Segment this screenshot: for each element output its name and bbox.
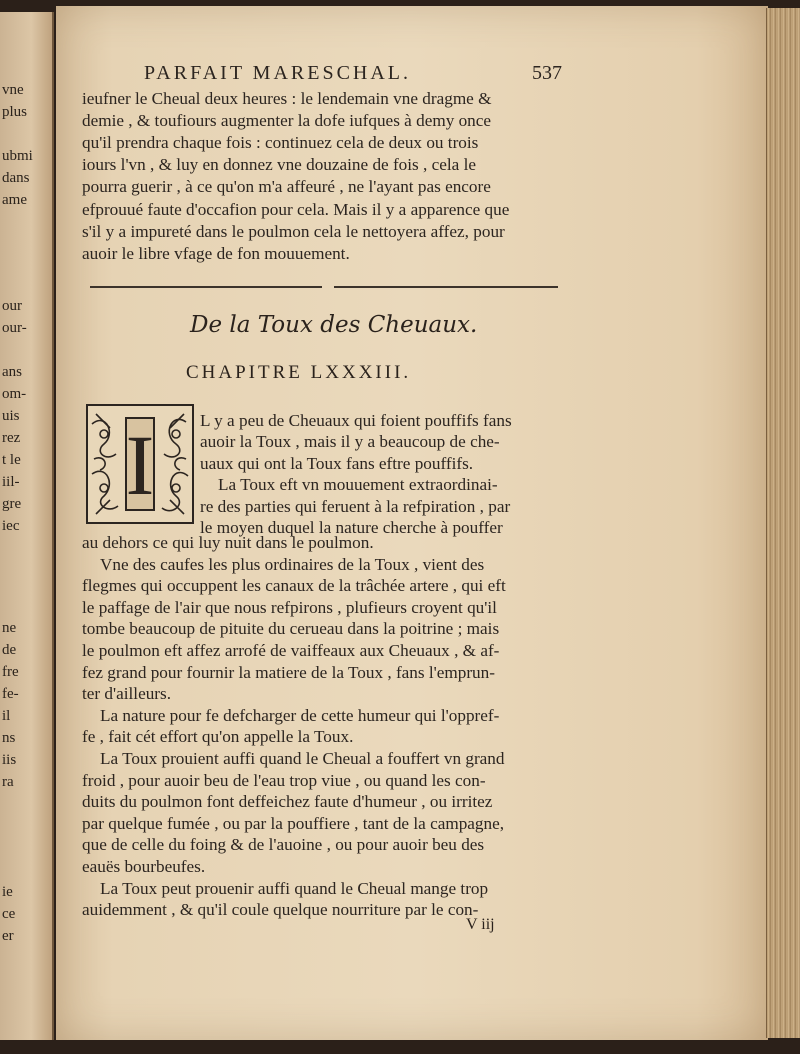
text-line: demie , & toufiours augmenter la dofe iufques à demy once xyxy=(82,111,492,131)
previous-page-fragment: il xyxy=(2,708,11,724)
catchword: V iij xyxy=(466,916,495,933)
text-line: uaux qui ont la Toux fans eftre pouffifs. xyxy=(200,453,474,473)
running-title: PARFAIT MARESCHAL. xyxy=(144,62,412,84)
chapter-heading: CHAPITRE LXXXIII. xyxy=(186,362,412,383)
page-stack-edge xyxy=(766,8,800,1038)
text-line: La Toux peut prouenir auffi quand le Cheual mange trop xyxy=(100,878,489,898)
previous-page-fragment: our xyxy=(2,298,22,314)
previous-page-fragment: ans xyxy=(2,364,22,380)
text-line: re des parties qui feruent à la refpiration , par xyxy=(200,496,511,516)
text-line: fez grand pour fournir la matiere de la Toux , fans l'emprun- xyxy=(82,662,495,682)
previous-page-fragment: iec xyxy=(2,518,20,534)
previous-page-fragment: gre xyxy=(2,496,22,512)
text-line: qu'il prendra chaque fois : continuez cela de deux ou trois xyxy=(82,133,479,153)
text-line: que de celle du foing & de l'auoine , ou pour auoir beu des xyxy=(82,835,485,855)
text-line: auoir la Toux , mais il y a beaucoup de che- xyxy=(200,432,500,452)
previous-page-fragment: om- xyxy=(2,386,27,402)
previous-page-edge xyxy=(0,12,54,1040)
page-number: 537 xyxy=(532,62,562,84)
text-line: par quelque fumée , ou par la pouffiere , tant de la campagne, xyxy=(82,813,505,833)
text-line: flegmes qui occuppent les canaux de la trâchée artere , qui eft xyxy=(82,576,506,596)
previous-page-fragment: ra xyxy=(2,774,14,790)
text-line: La Toux prouient auffi quand le Cheual a fouffert vn grand xyxy=(100,749,505,768)
previous-page-fragment: ce xyxy=(2,906,16,922)
text-line: Vne des caufes les plus ordinaires de la Toux , vient des xyxy=(100,554,485,574)
previous-page-fragment: t le xyxy=(2,452,21,468)
section-rule-left xyxy=(90,286,322,288)
previous-page-fragment: vne xyxy=(2,82,24,98)
previous-page-fragment: our- xyxy=(2,320,27,336)
section-title: De la Toux des Cheuaux. xyxy=(190,312,478,338)
text-line: s'il y a impureté dans le poulmon cela le nettoyera affez, pour xyxy=(82,221,505,241)
text-line: La Toux eft vn mouuement extraordinai- xyxy=(218,475,498,495)
previous-page-fragment: iil- xyxy=(2,474,20,490)
dropcap-letter: I xyxy=(125,417,155,513)
ornamental-dropcap xyxy=(86,404,194,524)
text-line: ieufner le Cheual deux heures : le lendemain vne dragme & xyxy=(82,89,492,108)
text-line: le poulmon eft affez arrofé de vaiffeaux aux Cheuaux , & af- xyxy=(82,641,500,660)
previous-page-fragment: er xyxy=(2,928,14,944)
previous-page-fragment: rez xyxy=(2,430,21,446)
text-line: iours l'vn , & luy en donnez vne douzaine de fois , cela le xyxy=(82,155,476,175)
previous-page-fragment: fe- xyxy=(2,686,19,702)
previous-page-fragment: ie xyxy=(2,884,13,900)
text-line: efprouué faute d'occafion pour cela. Mais il y a apparence que xyxy=(82,199,510,219)
text-line: auidemment , & qu'il coule quelque nourriture par le con- xyxy=(82,900,479,920)
previous-page-fragment: ubmi xyxy=(2,148,33,164)
text-line: froid , pour auoir beu de l'eau trop viue , ou quand les con- xyxy=(82,770,486,790)
text-line: au dehors ce qui luy nuit dans le poulmon. xyxy=(82,533,374,552)
text-line: duits du poulmon font deffeichez faute d'humeur , ou irritez xyxy=(82,792,493,812)
text-line: L y a peu de Cheuaux qui foient pouffifs fans xyxy=(200,411,512,430)
previous-page-fragment: de xyxy=(2,642,17,658)
previous-page-fragment: ne xyxy=(2,620,17,636)
text-line: le moyen duquel la nature cherche à pouffer xyxy=(200,518,503,537)
previous-page-fragment: iis xyxy=(2,752,17,768)
text-line: auoir le libre vfage de fon mouuement. xyxy=(82,243,350,263)
text-line: ter d'ailleurs. xyxy=(82,684,172,704)
previous-page-fragment: ns xyxy=(2,730,16,746)
previous-page-fragment: fre xyxy=(2,664,19,680)
text-line: tombe beaucoup de pituite du cerueau dans la poitrine ; mais xyxy=(82,619,500,639)
text-line: fe , fait cét effort qu'on appelle la Toux. xyxy=(82,727,354,747)
section-rule-right xyxy=(334,286,558,288)
previous-page-fragment: plus xyxy=(2,104,28,120)
text-line: eauës bourbeufes. xyxy=(82,857,206,876)
previous-page-fragment: ame xyxy=(2,192,27,208)
text-line: La nature pour fe defcharger de cette humeur qui l'oppref- xyxy=(100,705,500,725)
text-line: pourra guerir , à ce qu'on m'a affeuré , ne l'ayant pas encore xyxy=(82,177,491,197)
previous-page-fragment: dans xyxy=(2,170,30,186)
text-line: le paffage de l'air que nous refpirons , plufieurs croyent qu'il xyxy=(82,597,497,617)
previous-page-fragment: uis xyxy=(2,408,20,424)
